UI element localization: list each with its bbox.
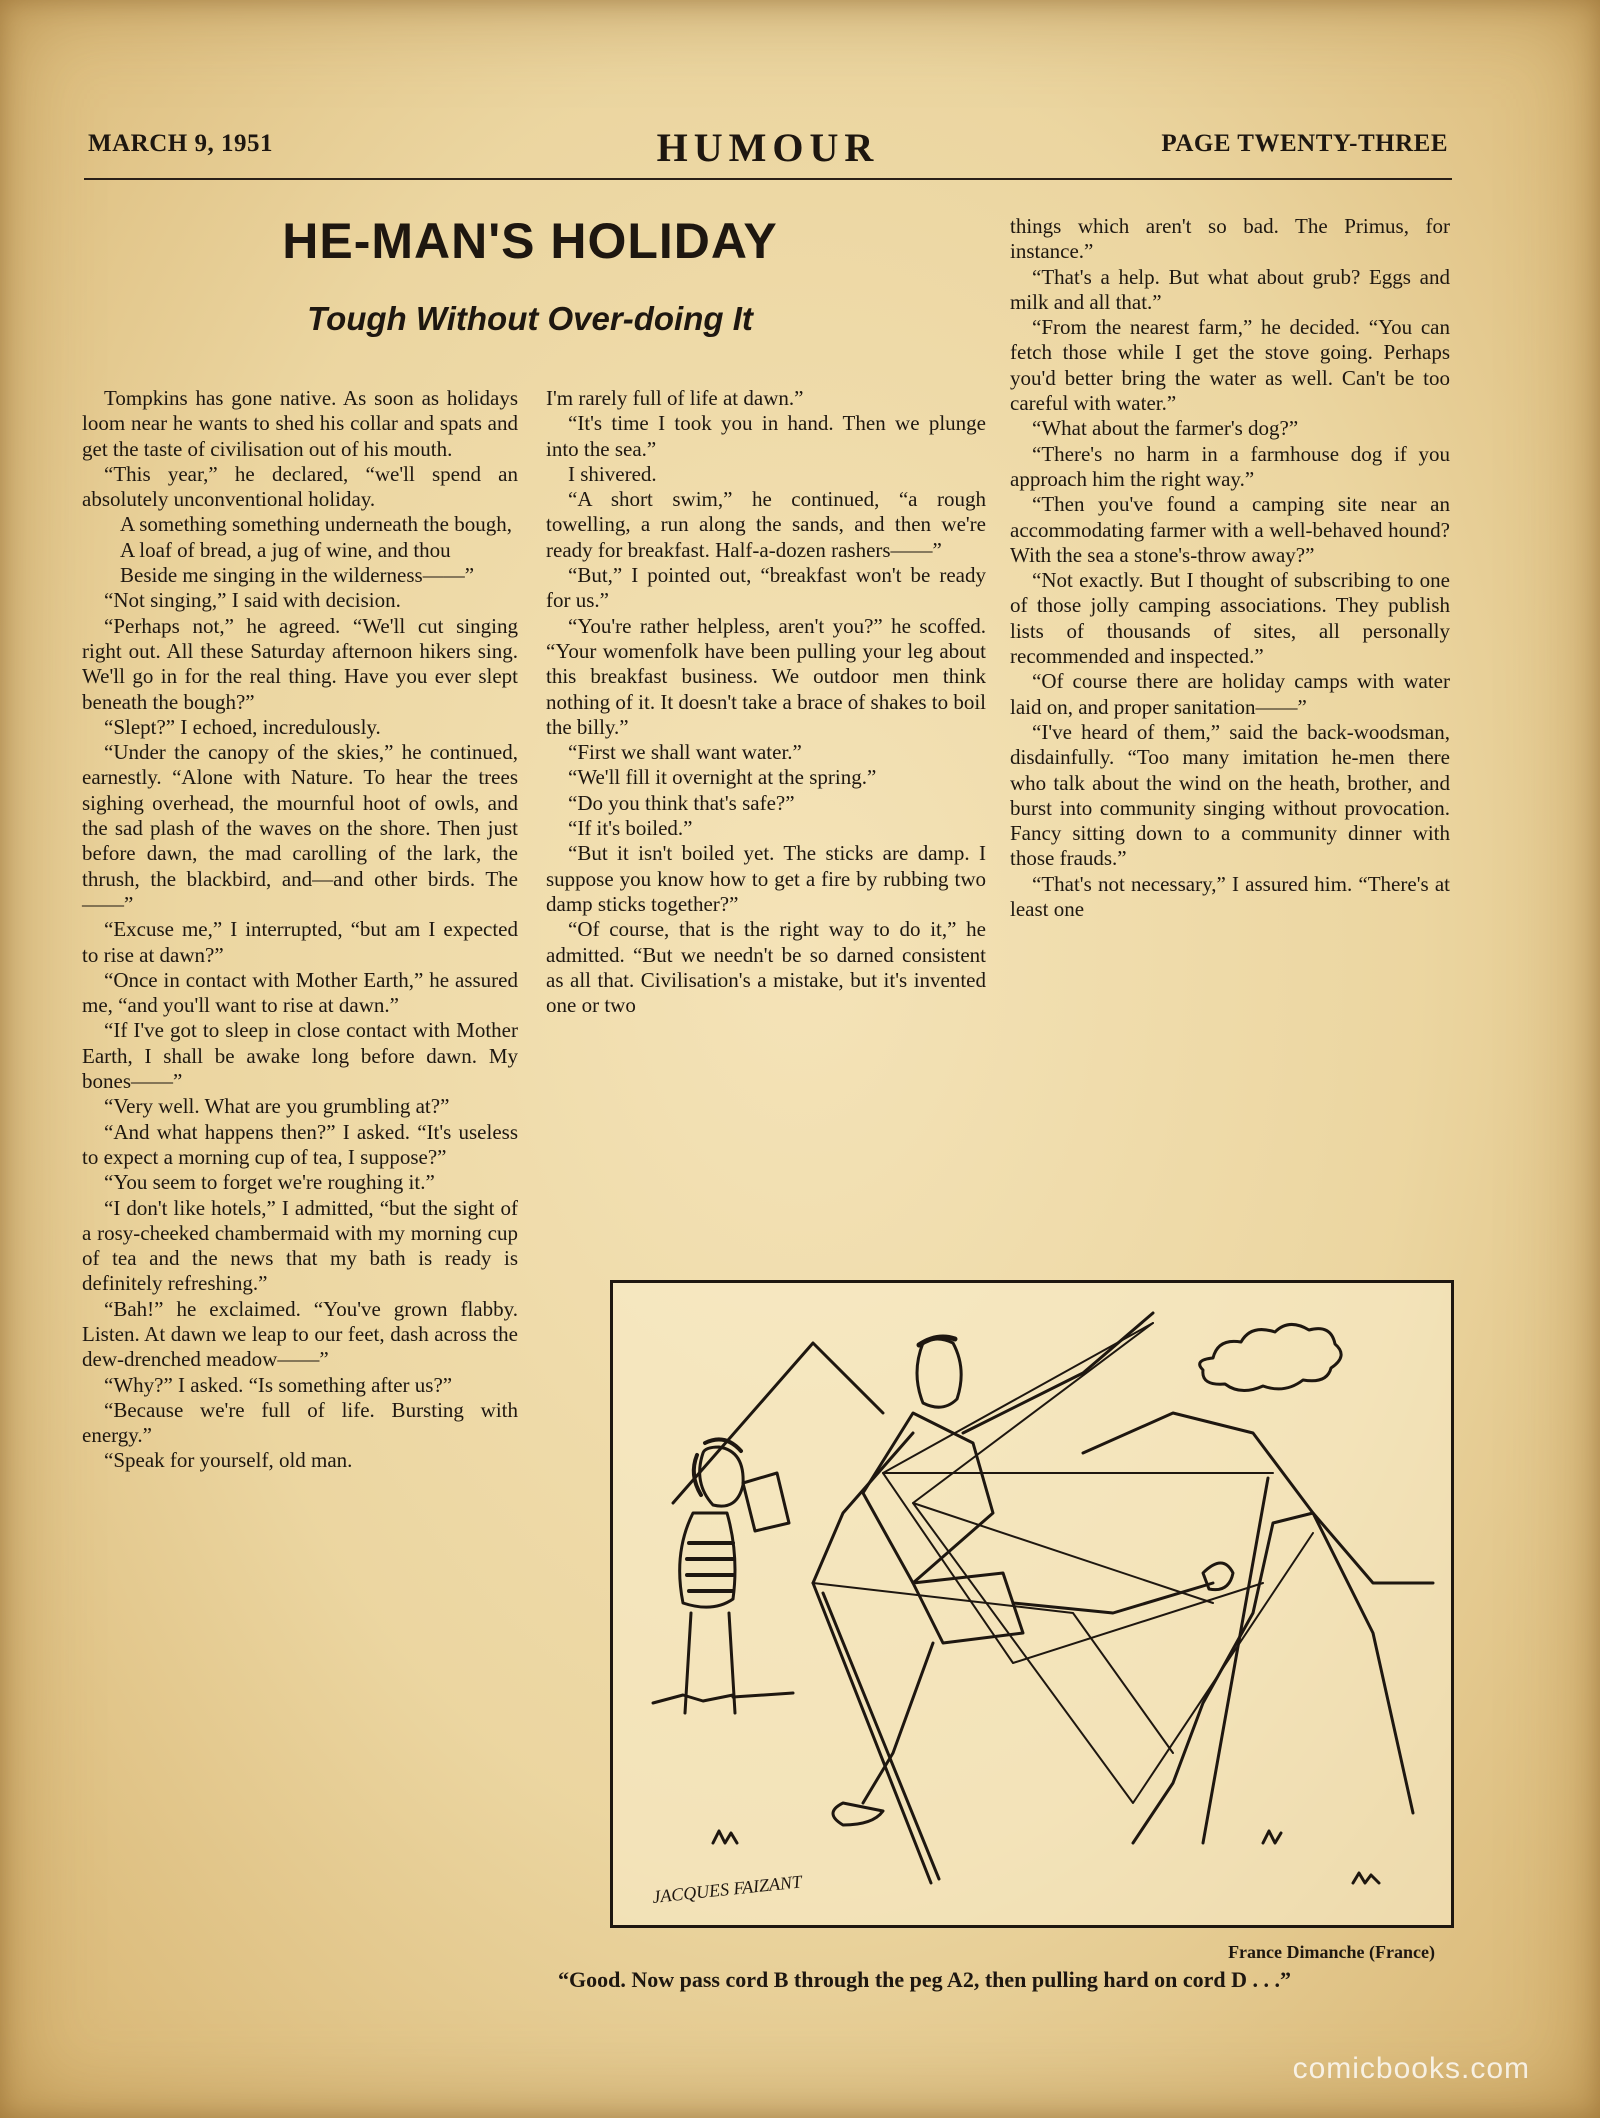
- paragraph: “Bah!” he exclaimed. “You've grown flabby. Listen. At dawn we leap to our feet, dash across the dew-drenched meadow——”: [82, 1296, 518, 1372]
- paragraph: “There's no harm in a farmhouse dog if you approach him the right way.”: [1010, 441, 1450, 491]
- verse-line: A something something underneath the bough,: [120, 512, 512, 537]
- ground-line: [653, 1693, 793, 1703]
- paragraph: “That's not necessary,” I assured him. “There's at least one: [1010, 871, 1450, 922]
- paragraph: “Perhaps not,” he agreed. “We'll cut singing right out. All these Saturday afternoon hikers sing. We'll go in for the real thing. Have you ever slept beneath the bough?”: [82, 613, 518, 714]
- issue-date: MARCH 9, 1951: [88, 130, 273, 157]
- tent-canvas: [1133, 1513, 1413, 1843]
- artist-signature: JACQUES FAIZANT: [651, 1871, 803, 1907]
- cartoon-caption: “Good. Now pass cord B through the peg A2, then pulling hard on cord D . . .”: [558, 1967, 1292, 1992]
- page-header: [88, 124, 1448, 174]
- tent-pole-left-2: [823, 1593, 939, 1879]
- paragraph: things which aren't so bad. The Primus, for instance.”: [1010, 214, 1450, 264]
- header-rule: [84, 178, 1452, 180]
- paragraph: “If I've got to sleep in close contact with Mother Earth, I shall be awake long before dawn. My bones——”: [82, 1018, 518, 1094]
- paragraph: “Speak for yourself, old man.: [104, 1448, 353, 1473]
- paragraph: “It's time I took you in hand. Then we plunge into the sea.”: [546, 411, 986, 461]
- paragraph: “Very well. What are you grumbling at?”: [104, 1094, 450, 1119]
- cartoon-illustration: [610, 1280, 1454, 1928]
- paragraph: Tompkins has gone native. As soon as holidays loom near he wants to shed his collar and spats and get the taste of civilisation out of his mouth.: [82, 386, 518, 461]
- paragraph: “Once in contact with Mother Earth,” he assured me, “and you'll want to rise at dawn.”: [82, 967, 518, 1018]
- mountain-right: [1083, 1413, 1433, 1583]
- tent-cord: [913, 1323, 1213, 1603]
- man-arm-raised: [963, 1313, 1153, 1433]
- man-boot-raised: [1203, 1563, 1233, 1590]
- paragraph: “But it isn't boiled yet. The sticks are damp. I suppose you know how to get a fire by rubbing two damp sticks together?”: [546, 841, 986, 916]
- paragraph: I'm rarely full of life at dawn.”: [546, 386, 804, 410]
- paragraph: “First we shall want water.”: [568, 740, 802, 765]
- paragraph: “Because we're full of life. Bursting with energy.”: [82, 1397, 518, 1448]
- man-boot: [833, 1803, 883, 1825]
- site-watermark: comicbooks.com: [1292, 2052, 1530, 2085]
- paragraph: “Of course, that is the right way to do it,” he admitted. “But we needn't be so darned consistent as all that. Civilisation's a mistake, but it's invented one or two: [546, 917, 986, 1018]
- article-column-1: [82, 386, 518, 1474]
- paragraph: “Of course there are holiday camps with water laid on, and proper sanitation——”: [1010, 669, 1450, 719]
- paragraph: “I've heard of them,” said the back-woodsman, disdainfully. “Too many imitation he-men there who talk about the wind on the heath, brother, and burst into community singing without provocation. Fancy sitting down to a community dinner with those frauds.”: [1010, 719, 1450, 871]
- article-subheadline: Tough Without Over-doing It: [307, 300, 753, 337]
- paragraph: “Under the canopy of the skies,” he continued, earnestly. “Alone with Nature. To hear the trees sighing overhead, the mournful hoot of owls, and the sad plash of the waves on the shore. Then just before dawn, the mad carolling of the lark, the thrush, the blackbird, and—and other birds. The ——”: [82, 740, 518, 916]
- man-body: [863, 1413, 993, 1583]
- paragraph: “That's a help. But what about grub? Eggs and milk and all that.”: [1010, 264, 1450, 314]
- grass-tuft: [1353, 1873, 1379, 1883]
- man-arm-down: [813, 1433, 913, 1583]
- paragraph: “Then you've found a camping site near an accommodating farmer with a well-behaved hound? With the sea a stone's-throw away?”: [1010, 492, 1450, 567]
- paragraph: “But,” I pointed out, “breakfast won't be ready for us.”: [546, 563, 986, 613]
- paragraph: I shivered.: [568, 461, 657, 486]
- paragraph: “You're rather helpless, aren't you?” he scoffed. “Your womenfolk have been pulling your leg about this breakfast business. We outdoor men think nothing of it. It doesn't take a brace of shakes to boil the billy.”: [546, 613, 987, 739]
- tent-pole-right: [1203, 1478, 1268, 1843]
- cartoon-drawing: [613, 1283, 1451, 1925]
- paragraph: “What about the farmer's dog?”: [1032, 416, 1299, 441]
- cloud-shape: [1200, 1324, 1341, 1390]
- cartoon-credit: France Dimanche (France): [1228, 1942, 1435, 1962]
- paragraph: “Why?” I asked. “Is something after us?”: [104, 1372, 453, 1397]
- paragraph: “Excuse me,” I interrupted, “but am I expected to rise at dawn?”: [82, 917, 518, 967]
- tent-cord: [913, 1503, 1313, 1803]
- article-column-2: [546, 386, 986, 1018]
- page-number: PAGE TWENTY-THREE: [1161, 130, 1448, 157]
- paragraph: “Not exactly. But I thought of subscribing to one of those jolly camping associations. They publish lists of thousands of sites, all personally recommended and inspected.”: [1010, 568, 1450, 669]
- grass-tuft: [1263, 1831, 1281, 1843]
- tent-cord: [883, 1323, 1273, 1473]
- woman-head: [700, 1447, 743, 1506]
- paragraph: “Not singing,” I said with decision.: [104, 588, 401, 613]
- paragraph: “If it's boiled.”: [568, 816, 693, 841]
- verse-line: A loaf of bread, a jug of wine, and thou: [120, 537, 451, 562]
- verse-line: Beside me singing in the wilderness——”: [120, 563, 475, 588]
- section-title: HUMOUR: [656, 125, 880, 170]
- woman-stripes: [687, 1543, 733, 1591]
- article-headline: HE-MAN'S HOLIDAY: [282, 213, 778, 269]
- paragraph: “You seem to forget we're roughing it.”: [104, 1170, 435, 1195]
- paragraph: “I don't like hotels,” I admitted, “but the sight of a rosy-cheeked chambermaid with my morning cup of tea and the news that my bath is ready is definitely refreshing.”: [82, 1195, 518, 1296]
- paragraph: “Do you think that's safe?”: [568, 790, 795, 815]
- tent-cord: [813, 1583, 1173, 1753]
- paragraph: “And what happens then?” I asked. “It's useless to expect a morning cup of tea, I suppose?”: [82, 1119, 518, 1169]
- article-column-3: [1010, 214, 1450, 922]
- paragraph: “A short swim,” he continued, “a rough towelling, a run along the sands, and then we're ready for breakfast. Half-a-dozen rashers——”: [546, 487, 986, 562]
- woman-paper: [743, 1473, 789, 1531]
- man-shorts: [913, 1573, 1023, 1643]
- paragraph: “Slept?” I echoed, incredulously.: [104, 714, 381, 739]
- tent-pole-left: [813, 1583, 931, 1883]
- grass-tuft: [713, 1831, 737, 1843]
- man-head: [917, 1339, 961, 1407]
- paragraph: “From the nearest farm,” he decided. “You can fetch those while I get the stove going. Perhaps you'd better bring the water as well. Can't be too careful with water.”: [1010, 315, 1450, 416]
- paragraph: “We'll fill it overnight at the spring.”: [568, 765, 877, 790]
- paragraph: “This year,” he declared, “we'll spend an absolutely unconventional holiday.: [82, 461, 518, 512]
